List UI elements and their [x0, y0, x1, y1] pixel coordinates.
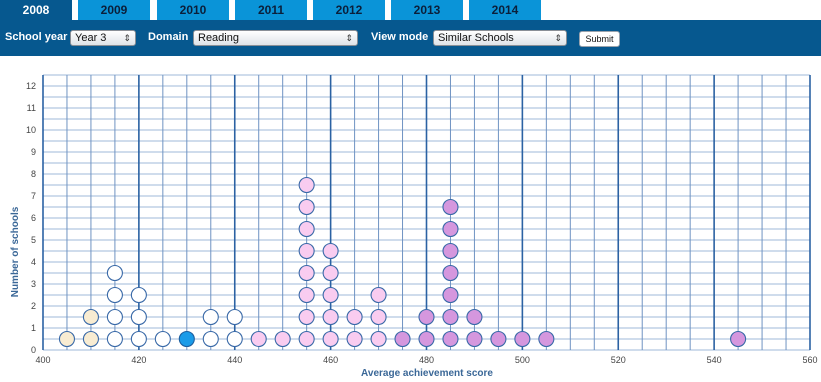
school-dot — [419, 332, 434, 347]
tab-2013[interactable]: 2013 — [391, 0, 466, 20]
school-dot — [515, 332, 530, 347]
y-tick-label: 3 — [30, 279, 36, 289]
x-tick-label: 440 — [227, 355, 243, 365]
school-dot — [155, 332, 170, 347]
school-dot — [299, 288, 314, 303]
school-dot — [371, 310, 386, 325]
tab-2012[interactable]: 2012 — [313, 0, 388, 20]
school-dot — [299, 332, 314, 347]
x-tick-label: 480 — [418, 355, 435, 365]
y-axis-ticks — [26, 81, 36, 355]
school-dot — [323, 266, 338, 281]
school-dot — [299, 222, 314, 237]
x-axis-ticks — [35, 355, 817, 365]
school-dot — [131, 332, 146, 347]
school-dot — [323, 244, 338, 259]
view-mode-select[interactable] — [433, 30, 567, 46]
y-tick-label: 5 — [30, 235, 36, 245]
y-tick-label: 2 — [30, 301, 36, 311]
school-dot — [323, 332, 338, 347]
school-dot — [371, 288, 386, 303]
school-dot — [443, 288, 458, 303]
school-dot — [323, 310, 338, 325]
x-tick-label: 560 — [802, 355, 818, 365]
y-tick-label: 7 — [30, 191, 36, 201]
school-dot — [347, 310, 362, 325]
select-arrows-icon: ⇕ — [123, 33, 131, 43]
school-dot — [299, 178, 314, 193]
school-dot — [59, 332, 74, 347]
y-tick-label: 1 — [30, 323, 36, 333]
school-dot — [443, 332, 458, 347]
school-dot — [443, 200, 458, 215]
y-axis-title: Number of schools — [10, 206, 21, 298]
y-tick-label: 10 — [25, 125, 36, 135]
y-tick-label: 12 — [25, 81, 36, 91]
tab-2014[interactable]: 2014 — [469, 0, 544, 20]
x-tick-label: 520 — [610, 355, 626, 365]
x-tick-label: 400 — [35, 355, 51, 365]
school-dot — [443, 244, 458, 259]
y-tick-label: 11 — [26, 103, 36, 113]
school-dot — [107, 310, 122, 325]
school-year-value: Year 3 — [75, 32, 107, 44]
domain-select[interactable] — [193, 30, 358, 46]
school-dot — [299, 200, 314, 215]
school-dot — [275, 332, 290, 347]
y-tick-label: 6 — [30, 213, 36, 223]
school-dot — [539, 332, 554, 347]
y-tick-label: 9 — [30, 147, 36, 157]
school-dot — [251, 332, 266, 347]
submit-button[interactable]: Submit — [579, 31, 620, 47]
school-dot — [83, 310, 98, 325]
school-dot — [227, 310, 242, 325]
school-dot — [299, 310, 314, 325]
view-mode-value: Similar Schools — [438, 32, 514, 44]
x-tick-label: 540 — [706, 355, 722, 365]
school-dot — [203, 332, 218, 347]
x-axis-title: Average achievement score — [361, 368, 493, 379]
school-dot — [347, 332, 362, 347]
school-dot — [443, 222, 458, 237]
school-dot-selected — [179, 332, 194, 347]
school-dot — [107, 288, 122, 303]
x-tick-label: 420 — [131, 355, 147, 365]
school-dot — [227, 332, 242, 347]
x-tick-label: 500 — [514, 355, 530, 365]
tab-2009[interactable]: 2009 — [78, 0, 153, 20]
view-mode-label: View mode — [371, 31, 429, 43]
select-arrows-icon: ⇕ — [345, 33, 353, 43]
school-dot — [131, 288, 146, 303]
school-dot — [107, 332, 122, 347]
school-dot — [203, 310, 218, 325]
school-dot — [467, 310, 482, 325]
school-dot — [395, 332, 410, 347]
school-dot — [107, 266, 122, 281]
school-dot — [443, 310, 458, 325]
domain-value: Reading — [198, 32, 239, 44]
y-tick-label: 4 — [30, 257, 36, 267]
school-dot — [731, 332, 746, 347]
y-tick-label: 0 — [30, 345, 36, 355]
tab-2011[interactable]: 2011 — [235, 0, 310, 20]
school-dot — [131, 310, 146, 325]
school-year-select[interactable] — [70, 30, 136, 46]
school-dot — [299, 266, 314, 281]
school-dot — [443, 266, 458, 281]
school-year-label: School year — [5, 31, 68, 43]
school-dot — [467, 332, 482, 347]
filter-bar — [0, 20, 821, 56]
tab-2008[interactable]: 2008 — [0, 0, 75, 20]
select-arrows-icon: ⇕ — [554, 33, 562, 43]
chart-grid — [43, 75, 810, 350]
school-dot — [323, 288, 338, 303]
domain-label: Domain — [148, 31, 189, 43]
tab-2010[interactable]: 2010 — [157, 0, 232, 20]
achievement-chart — [0, 56, 821, 382]
x-tick-label: 460 — [323, 355, 339, 365]
school-dot — [491, 332, 506, 347]
school-dot — [419, 310, 434, 325]
year-tabs — [0, 0, 821, 20]
school-dot — [299, 244, 314, 259]
school-dot — [371, 332, 386, 347]
school-dot — [83, 332, 98, 347]
y-tick-label: 8 — [30, 169, 36, 179]
